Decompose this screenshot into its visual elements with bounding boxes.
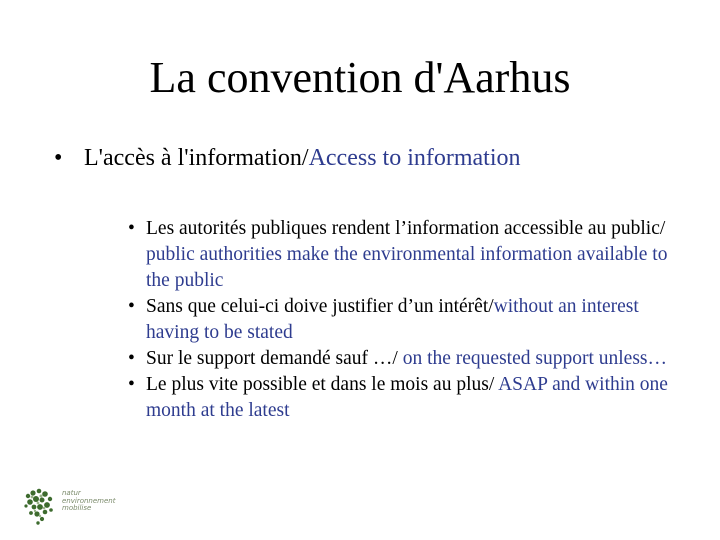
sub-bullet-item — [128, 294, 668, 346]
sub-point-french: Sur le support demandé sauf …/ — [146, 348, 403, 369]
sub-bullet-item — [128, 216, 668, 294]
bullet-icon: • — [128, 296, 135, 317]
sub-point-english: on the requested support unless… — [402, 348, 667, 369]
bullet-icon: • — [128, 374, 135, 395]
bullet-icon: • — [128, 348, 135, 369]
bullet-icon: • — [54, 145, 63, 171]
logo-text-line: natur — [62, 489, 81, 497]
main-bullet-item — [54, 143, 674, 173]
sub-point-french: Le plus vite possible et dans le mois au plus/ — [146, 374, 499, 395]
main-point-english: Access to information — [308, 145, 521, 171]
sub-point-french: Sans que celui-ci doive justifier d’un intérêt/ — [146, 296, 494, 317]
sub-bullet-item — [128, 346, 668, 372]
organization-logo — [20, 486, 130, 530]
sub-point-english: without an interest having to be stated — [146, 296, 639, 343]
main-point-french: L'accès à l'information/ — [84, 145, 309, 171]
slide-title: La convention d'Aarhus — [149, 53, 571, 102]
sub-bullet-item — [128, 372, 668, 424]
sub-point-french: Les autorités publiques rendent l’information accessible au public/ — [146, 218, 666, 239]
logo-text-line: environnement — [62, 496, 116, 505]
bullet-icon: • — [128, 218, 135, 239]
leaf-cluster-icon — [20, 486, 60, 530]
logo-text-line: mobilise — [62, 504, 92, 512]
sub-point-english: ASAP and within one month at the latest — [146, 374, 668, 421]
sub-bullet-list — [128, 216, 668, 424]
logo-text — [62, 490, 115, 513]
sub-point-english: public authorities make the environmental information available to the public — [146, 244, 668, 291]
main-bullet-list — [54, 143, 674, 173]
